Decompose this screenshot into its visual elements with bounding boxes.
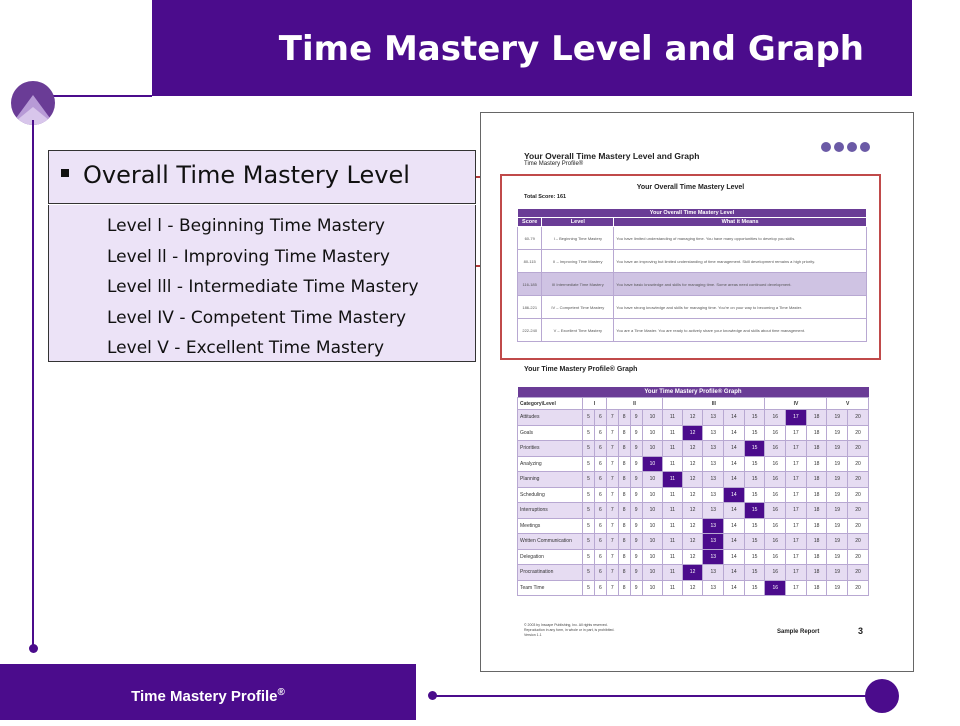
- graph-scale-cell: 11: [663, 565, 683, 581]
- profile-graph-table: [517, 387, 869, 596]
- graph-scale-cell: 10: [642, 518, 663, 534]
- graph-scale-cell: 8: [618, 487, 630, 503]
- overall-level-heading: Overall Time Mastery Level: [83, 161, 410, 189]
- graph-scale-cell: 17: [786, 549, 807, 565]
- graph-scale-cell: 18: [806, 580, 827, 596]
- graph-scale-cell: 14: [724, 472, 745, 488]
- graph-category-cell: Analyzing: [518, 456, 583, 472]
- sample-report-label: Sample Report: [777, 629, 820, 635]
- level-table-row: [518, 296, 867, 319]
- graph-row: [518, 549, 869, 565]
- graph-scale-cell: 14: [724, 441, 745, 457]
- level-table-cell: II – Improving Time Mastery: [542, 250, 614, 273]
- graph-scale-cell: 5: [583, 565, 595, 581]
- graph-scale-cell: 10: [642, 549, 663, 565]
- graph-scale-cell: 17: [786, 456, 807, 472]
- graph-scale-cell: 15: [744, 456, 765, 472]
- level-table-cell: You are a Time Master. You are ready to actively share your knowledge and skills about time management.: [614, 319, 867, 342]
- graph-scale-cell: 20: [848, 580, 869, 596]
- graph-scale-cell: 16: [765, 549, 786, 565]
- graph-row: [518, 565, 869, 581]
- level-table-cell: IV – Competent Time Mastery: [542, 296, 614, 319]
- graph-row: [518, 410, 869, 426]
- graph-scale-cell: 18: [806, 549, 827, 565]
- graph-scale-cell: 5: [583, 503, 595, 519]
- registered-mark: ®: [277, 687, 285, 698]
- graph-scale-cell: 6: [594, 549, 606, 565]
- graph-scale-cell: 20: [848, 518, 869, 534]
- graph-scale-cell: 20: [848, 472, 869, 488]
- level-table-row: [518, 319, 867, 342]
- level-table-caption: Your Overall Time Mastery Level: [518, 209, 867, 218]
- graph-scale-cell: 12: [682, 549, 703, 565]
- graph-scale-cell: 7: [606, 518, 618, 534]
- graph-scale-cell: 18: [806, 456, 827, 472]
- graph-scale-cell: 7: [606, 503, 618, 519]
- graph-scale-cell: 7: [606, 441, 618, 457]
- graph-score-mark: 11: [663, 472, 683, 488]
- graph-row: [518, 580, 869, 596]
- overall-level-heading-box: [48, 150, 476, 204]
- graph-scale-cell: 17: [786, 472, 807, 488]
- graph-scale-cell: 9: [630, 425, 642, 441]
- graph-scale-cell: 7: [606, 565, 618, 581]
- graph-scale-cell: 20: [848, 410, 869, 426]
- graph-scale-cell: 9: [630, 410, 642, 426]
- graph-scale-cell: 20: [848, 425, 869, 441]
- slide-title: Time Mastery Level and Graph: [278, 29, 864, 69]
- graph-scale-cell: 5: [583, 549, 595, 565]
- bottom-divider-line: [434, 695, 884, 697]
- graph-scale-cell: 16: [765, 441, 786, 457]
- graph-scale-cell: 15: [744, 549, 765, 565]
- graph-scale-cell: 6: [594, 456, 606, 472]
- graph-category-cell: Scheduling: [518, 487, 583, 503]
- level-item: Level l - Beginning Time Mastery: [107, 216, 385, 236]
- graph-scale-cell: 18: [806, 487, 827, 503]
- graph-header-category: Category\Level: [518, 398, 583, 410]
- graph-scale-cell: 10: [642, 410, 663, 426]
- graph-scale-cell: 6: [594, 441, 606, 457]
- graph-scale-cell: 11: [663, 487, 683, 503]
- graph-scale-cell: 11: [663, 410, 683, 426]
- graph-scale-cell: 10: [642, 441, 663, 457]
- graph-scale-cell: 11: [663, 425, 683, 441]
- left-line-dot: [29, 644, 38, 653]
- graph-header-row: [518, 398, 869, 410]
- graph-scale-cell: 8: [618, 441, 630, 457]
- graph-scale-cell: 20: [848, 534, 869, 550]
- footnote-line: Version 1.1: [524, 633, 542, 637]
- graph-scale-cell: 6: [594, 534, 606, 550]
- decorative-circle-icon: [11, 81, 55, 125]
- graph-scale-cell: 14: [724, 456, 745, 472]
- graph-level-header: I: [583, 398, 607, 410]
- graph-scale-cell: 12: [682, 503, 703, 519]
- graph-scale-cell: 14: [724, 410, 745, 426]
- graph-row: [518, 441, 869, 457]
- report-subtitle: Time Mastery Profile®: [524, 161, 584, 167]
- graph-row: [518, 425, 869, 441]
- graph-score-mark: 15: [744, 503, 765, 519]
- graph-table-caption: Your Time Mastery Profile® Graph: [518, 387, 869, 398]
- level-table-row: [518, 250, 867, 273]
- graph-scale-cell: 19: [827, 503, 848, 519]
- graph-scale-cell: 6: [594, 518, 606, 534]
- graph-scale-cell: 7: [606, 534, 618, 550]
- graph-score-mark: 12: [682, 565, 703, 581]
- graph-scale-cell: 20: [848, 549, 869, 565]
- graph-scale-cell: 18: [806, 472, 827, 488]
- graph-scale-cell: 14: [724, 425, 745, 441]
- total-score: Total Score: 161: [524, 194, 567, 200]
- graph-scale-cell: 9: [630, 565, 642, 581]
- graph-score-mark: 14: [724, 487, 745, 503]
- level-table-cell: 186-221: [518, 296, 542, 319]
- graph-scale-cell: 6: [594, 487, 606, 503]
- graph-scale-cell: 10: [642, 565, 663, 581]
- decorative-circle-bottom: [865, 679, 899, 713]
- graph-scale-cell: 12: [682, 580, 703, 596]
- graph-scale-cell: 17: [786, 518, 807, 534]
- graph-scale-cell: 13: [703, 503, 724, 519]
- graph-scale-cell: 7: [606, 410, 618, 426]
- graph-scale-cell: 19: [827, 565, 848, 581]
- graph-scale-cell: 15: [744, 518, 765, 534]
- graph-scale-cell: 8: [618, 472, 630, 488]
- graph-scale-cell: 12: [682, 472, 703, 488]
- graph-scale-cell: 18: [806, 565, 827, 581]
- graph-scale-cell: 16: [765, 410, 786, 426]
- graph-scale-cell: 19: [827, 425, 848, 441]
- graph-scale-cell: 11: [663, 580, 683, 596]
- graph-category-cell: Attitudes: [518, 410, 583, 426]
- graph-scale-cell: 9: [630, 472, 642, 488]
- graph-scale-cell: 19: [827, 518, 848, 534]
- graph-scale-cell: 8: [618, 534, 630, 550]
- graph-scale-cell: 16: [765, 425, 786, 441]
- graph-scale-cell: 11: [663, 503, 683, 519]
- graph-scale-cell: 17: [786, 503, 807, 519]
- graph-score-mark: 13: [703, 549, 724, 565]
- graph-scale-cell: 19: [827, 410, 848, 426]
- level-table-cell: V – Excellent Time Mastery: [542, 319, 614, 342]
- graph-scale-cell: 10: [642, 487, 663, 503]
- graph-score-mark: 13: [703, 518, 724, 534]
- graph-scale-cell: 19: [827, 487, 848, 503]
- level-item: Level ll - Improving Time Mastery: [107, 246, 390, 267]
- graph-scale-cell: 6: [594, 410, 606, 426]
- footer-label: [0, 664, 416, 720]
- graph-category-cell: Written Communication: [518, 534, 583, 550]
- graph-scale-cell: 15: [744, 425, 765, 441]
- graph-scale-cell: 16: [765, 503, 786, 519]
- graph-scale-cell: 16: [765, 456, 786, 472]
- level-table-row: [518, 227, 867, 250]
- graph-scale-cell: 19: [827, 472, 848, 488]
- graph-category-cell: Meetings: [518, 518, 583, 534]
- graph-scale-cell: 7: [606, 580, 618, 596]
- graph-scale-cell: 13: [703, 410, 724, 426]
- graph-scale-cell: 5: [583, 441, 595, 457]
- graph-scale-cell: 18: [806, 503, 827, 519]
- level-table-cell: III Intermediate Time Mastery: [542, 273, 614, 296]
- level-table-cell: You have limited understanding of managing time. You have many opportunities to develop you skills.: [614, 227, 867, 250]
- graph-scale-cell: 10: [642, 425, 663, 441]
- level-table-cell: 80-115: [518, 250, 542, 273]
- graph-score-mark: 13: [703, 534, 724, 550]
- graph-scale-cell: 16: [765, 518, 786, 534]
- bullet-icon: [61, 169, 69, 177]
- graph-scale-cell: 9: [630, 518, 642, 534]
- graph-scale-cell: 19: [827, 456, 848, 472]
- graph-score-mark: 17: [786, 410, 807, 426]
- graph-scale-cell: 7: [606, 456, 618, 472]
- graph-scale-cell: 8: [618, 456, 630, 472]
- graph-scale-cell: 5: [583, 580, 595, 596]
- graph-row: [518, 503, 869, 519]
- graph-scale-cell: 19: [827, 441, 848, 457]
- graph-scale-cell: 17: [786, 534, 807, 550]
- level-table-cell: You have basic knowledge and skills for managing time. Some areas need continued development.: [614, 273, 867, 296]
- graph-scale-cell: 6: [594, 503, 606, 519]
- graph-row: [518, 534, 869, 550]
- graph-scale-cell: 18: [806, 410, 827, 426]
- graph-scale-cell: 20: [848, 565, 869, 581]
- level-item: Level V - Excellent Time Mastery: [107, 338, 385, 358]
- report-logo-dots-icon: [821, 139, 873, 157]
- footnote-line: Reproduction in any form, in whole or in part, is prohibited.: [524, 628, 615, 632]
- graph-scale-cell: 15: [744, 472, 765, 488]
- graph-category-cell: Team Time: [518, 580, 583, 596]
- level-table-cell: You have strong knowledge and skills for managing time. You're on your way to becoming a Time Master.: [614, 296, 867, 319]
- graph-category-cell: Interruptions: [518, 503, 583, 519]
- graph-scale-cell: 12: [682, 534, 703, 550]
- graph-scale-cell: 19: [827, 580, 848, 596]
- report-footnote: [524, 623, 614, 638]
- level-table-cell: You have an improving but limited understanding of time management. Skill development remains a high priority.: [614, 250, 867, 273]
- graph-scale-cell: 7: [606, 549, 618, 565]
- graph-scale-cell: 15: [744, 565, 765, 581]
- graph-score-mark: 10: [642, 456, 663, 472]
- graph-scale-cell: 5: [583, 534, 595, 550]
- level-table-cell: I – Beginning Time Mastery: [542, 227, 614, 250]
- report-title: Your Overall Time Mastery Level and Graph: [524, 151, 700, 161]
- graph-scale-cell: 11: [663, 549, 683, 565]
- graph-scale-cell: 8: [618, 503, 630, 519]
- graph-scale-cell: 5: [583, 518, 595, 534]
- levels-box: [48, 205, 476, 362]
- graph-scale-cell: 8: [618, 549, 630, 565]
- graph-scale-cell: 17: [786, 580, 807, 596]
- graph-scale-cell: 5: [583, 487, 595, 503]
- graph-level-header: II: [606, 398, 662, 410]
- graph-scale-cell: 20: [848, 456, 869, 472]
- graph-scale-cell: 13: [703, 456, 724, 472]
- graph-scale-cell: 17: [786, 487, 807, 503]
- graph-scale-cell: 12: [682, 487, 703, 503]
- graph-scale-cell: 5: [583, 456, 595, 472]
- graph-scale-cell: 16: [765, 565, 786, 581]
- graph-scale-cell: 11: [663, 534, 683, 550]
- graph-scale-cell: 7: [606, 425, 618, 441]
- graph-scale-cell: 9: [630, 580, 642, 596]
- graph-scale-cell: 18: [806, 534, 827, 550]
- graph-title: Your Time Mastery Profile® Graph: [524, 366, 638, 373]
- graph-scale-cell: 11: [663, 456, 683, 472]
- graph-scale-cell: 17: [786, 441, 807, 457]
- graph-scale-cell: 13: [703, 472, 724, 488]
- graph-row: [518, 518, 869, 534]
- graph-scale-cell: 6: [594, 565, 606, 581]
- graph-scale-cell: 8: [618, 518, 630, 534]
- graph-category-cell: Goals: [518, 425, 583, 441]
- graph-row: [518, 472, 869, 488]
- graph-scale-cell: 19: [827, 534, 848, 550]
- level-table-header: What it Means: [614, 218, 867, 227]
- graph-category-cell: Delegation: [518, 549, 583, 565]
- graph-level-header: III: [663, 398, 765, 410]
- graph-scale-cell: 20: [848, 441, 869, 457]
- graph-scale-cell: 13: [703, 441, 724, 457]
- graph-score-mark: 16: [765, 580, 786, 596]
- level-table: [517, 208, 867, 342]
- graph-scale-cell: 14: [724, 565, 745, 581]
- graph-scale-cell: 18: [806, 425, 827, 441]
- graph-scale-cell: 14: [724, 518, 745, 534]
- graph-scale-cell: 12: [682, 410, 703, 426]
- graph-scale-cell: 12: [682, 518, 703, 534]
- graph-scale-cell: 18: [806, 441, 827, 457]
- graph-scale-cell: 13: [703, 580, 724, 596]
- graph-scale-cell: 13: [703, 565, 724, 581]
- footnote-line: © 2003 by Inscape Publishing, Inc. All rights reserved.: [524, 623, 608, 627]
- graph-category-cell: Priorities: [518, 441, 583, 457]
- graph-scale-cell: 14: [724, 503, 745, 519]
- graph-score-mark: 12: [682, 425, 703, 441]
- graph-scale-cell: 8: [618, 425, 630, 441]
- graph-scale-cell: 17: [786, 425, 807, 441]
- graph-scale-cell: 7: [606, 472, 618, 488]
- graph-scale-cell: 20: [848, 503, 869, 519]
- graph-scale-cell: 15: [744, 487, 765, 503]
- graph-scale-cell: 16: [765, 534, 786, 550]
- graph-level-header: V: [827, 398, 869, 410]
- graph-scale-cell: 18: [806, 518, 827, 534]
- level-item: Level IV - Competent Time Mastery: [107, 307, 407, 328]
- graph-row: [518, 487, 869, 503]
- graph-scale-cell: 12: [682, 441, 703, 457]
- graph-scale-cell: 19: [827, 549, 848, 565]
- level-table-header: Score: [518, 218, 542, 227]
- graph-scale-cell: 10: [642, 472, 663, 488]
- graph-scale-cell: 6: [594, 425, 606, 441]
- graph-category-cell: Planning: [518, 472, 583, 488]
- graph-scale-cell: 9: [630, 487, 642, 503]
- level-item: Level lll - Intermediate Time Mastery: [107, 277, 419, 297]
- graph-scale-cell: 20: [848, 487, 869, 503]
- graph-scale-cell: 10: [642, 534, 663, 550]
- graph-scale-cell: 9: [630, 503, 642, 519]
- graph-scale-cell: 12: [682, 456, 703, 472]
- report-box-title: Your Overall Time Mastery Level: [636, 184, 745, 191]
- sample-report-page: [480, 112, 914, 672]
- graph-score-mark: 15: [744, 441, 765, 457]
- level-table-cell: 60-79: [518, 227, 542, 250]
- graph-scale-cell: 9: [630, 441, 642, 457]
- graph-scale-cell: 8: [618, 565, 630, 581]
- graph-scale-cell: 7: [606, 487, 618, 503]
- graph-level-header: IV: [765, 398, 827, 410]
- left-vertical-line: [32, 120, 34, 648]
- graph-scale-cell: 9: [630, 456, 642, 472]
- graph-scale-cell: 14: [724, 534, 745, 550]
- levels-list: [107, 211, 419, 364]
- graph-scale-cell: 14: [724, 549, 745, 565]
- graph-scale-cell: 10: [642, 503, 663, 519]
- graph-scale-cell: 13: [703, 487, 724, 503]
- graph-scale-cell: 8: [618, 410, 630, 426]
- graph-scale-cell: 13: [703, 425, 724, 441]
- graph-scale-cell: 16: [765, 472, 786, 488]
- graph-scale-cell: 9: [630, 549, 642, 565]
- graph-scale-cell: 5: [583, 472, 595, 488]
- graph-scale-cell: 8: [618, 580, 630, 596]
- graph-scale-cell: 5: [583, 425, 595, 441]
- graph-scale-cell: 11: [663, 441, 683, 457]
- level-table-cell: 116-185: [518, 273, 542, 296]
- graph-scale-cell: 11: [663, 518, 683, 534]
- graph-scale-cell: 9: [630, 534, 642, 550]
- page-number: 3: [858, 626, 864, 636]
- graph-row: [518, 456, 869, 472]
- graph-scale-cell: 10: [642, 580, 663, 596]
- graph-scale-cell: 17: [786, 565, 807, 581]
- footer-text: Time Mastery Profile: [131, 688, 278, 705]
- graph-scale-cell: 15: [744, 580, 765, 596]
- graph-scale-cell: 6: [594, 580, 606, 596]
- top-divider-line: [52, 95, 152, 97]
- graph-scale-cell: 16: [765, 487, 786, 503]
- graph-scale-cell: 6: [594, 472, 606, 488]
- level-table-cell: 222-240: [518, 319, 542, 342]
- level-table-header: Level: [542, 218, 614, 227]
- graph-scale-cell: 14: [724, 580, 745, 596]
- graph-scale-cell: 15: [744, 410, 765, 426]
- graph-scale-cell: 5: [583, 410, 595, 426]
- graph-category-cell: Procrastination: [518, 565, 583, 581]
- graph-scale-cell: 15: [744, 534, 765, 550]
- level-table-row: [518, 273, 867, 296]
